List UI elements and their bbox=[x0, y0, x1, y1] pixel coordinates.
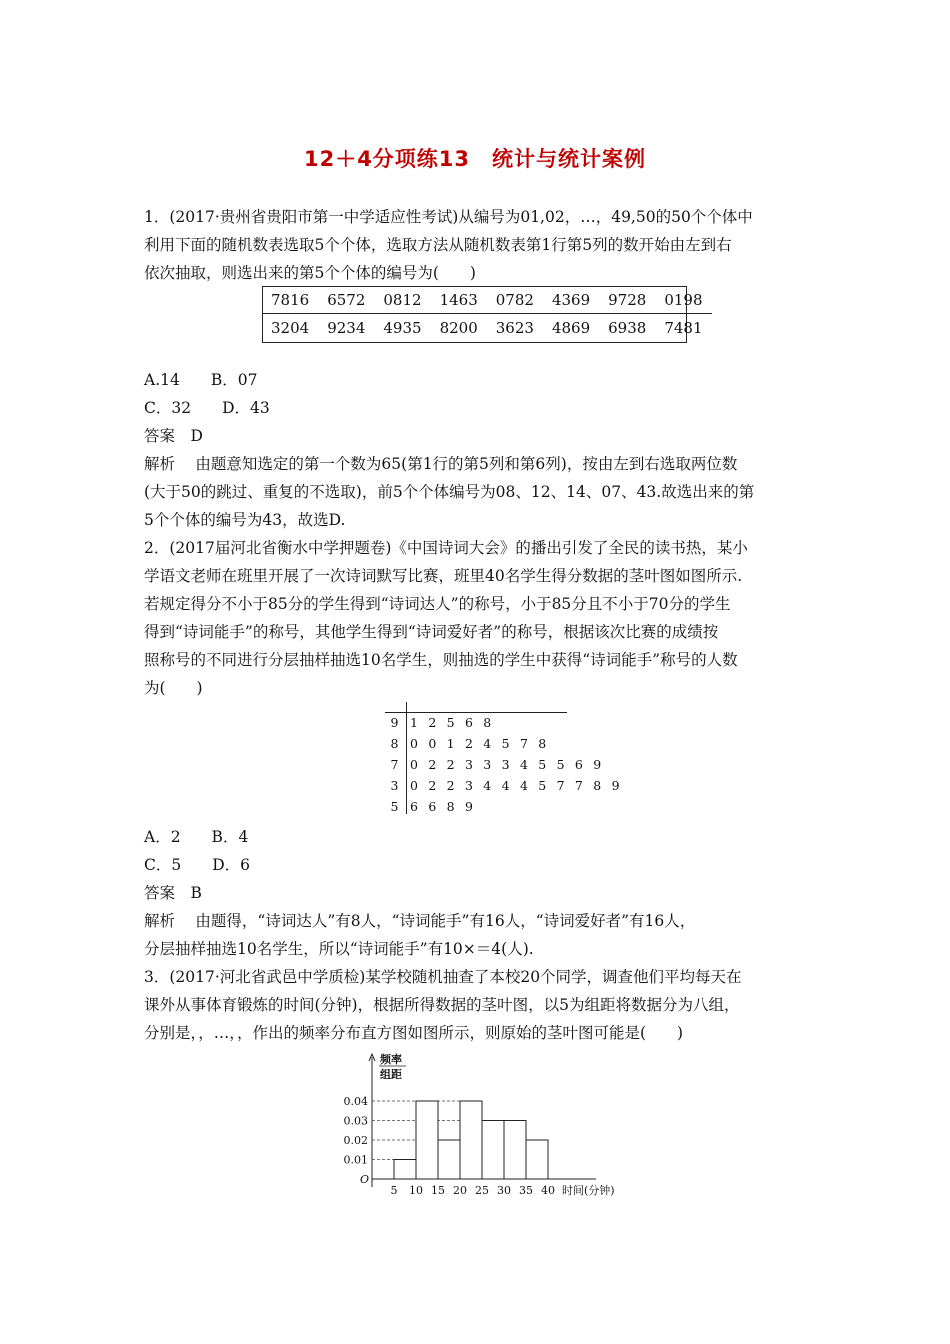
stem-value: 9 bbox=[390, 715, 399, 730]
x-tick-label: 20 bbox=[453, 1184, 467, 1197]
stem-value: 8 bbox=[390, 736, 399, 751]
table-cell: 3623 bbox=[495, 318, 534, 337]
stem-value: 3 bbox=[390, 778, 399, 793]
histogram-bar bbox=[394, 1160, 416, 1180]
table-cell: 6938 bbox=[608, 318, 647, 337]
stem-value: 7 bbox=[390, 757, 399, 772]
table-row bbox=[262, 286, 712, 314]
q1-line-2: 利用下面的随机数表选取5个个体，选取方法从随机数表第1行第5列的数开始由左到右 bbox=[144, 236, 732, 254]
stem-leaf-row bbox=[385, 775, 623, 796]
table-cell: 8200 bbox=[439, 318, 478, 337]
y-axis-label-top: 频率 bbox=[380, 1053, 402, 1066]
q2-analysis-2: 分层抽样抽选10名学生，所以“诗词能手”有10×＝4(人). bbox=[144, 940, 534, 958]
x-tick-label: 40 bbox=[541, 1184, 555, 1197]
q2-answer: 答案 B bbox=[144, 884, 202, 902]
y-tick-label: 0.02 bbox=[343, 1134, 368, 1147]
x-tick-label: 30 bbox=[497, 1184, 511, 1197]
stem-leaf-row bbox=[385, 796, 623, 817]
q3-line-1: 3．(2017·河北省武邑中学质检)某学校随机抽查了本校20个同学，调查他们平均每天在 bbox=[144, 968, 742, 986]
q2-line-6: 为( ) bbox=[144, 679, 203, 697]
q1-line-1: 1．(2017·贵州省贵阳市第一中学适应性考试)从编号为01,02，…，49,50的50个个体中 bbox=[144, 208, 753, 226]
stem-value: 5 bbox=[390, 799, 399, 814]
q2-line-5: 照称号的不同进行分层抽样抽选10名学生，则抽选的学生中获得“诗词能手”称号的人数 bbox=[144, 651, 738, 669]
histogram-bar bbox=[482, 1121, 504, 1180]
q1-analysis-1: 解析 由题意知选定的第一个数为65(第1行的第5列和第6列)，按由左到右选取两位数 bbox=[144, 455, 738, 473]
x-tick-label: 5 bbox=[390, 1184, 398, 1197]
q1-analysis-2: (大于50的跳过、重复的不选取)，前5个个体编号为08、12、14、07、43.故选出来的第 bbox=[144, 483, 755, 501]
table-cell: 4869 bbox=[551, 318, 591, 337]
q3-line-2: 课外从事体育锻炼的时间(分钟)，根据所得数据的茎叶图，以5为组距将数据分为八组， bbox=[144, 996, 740, 1014]
x-tick-label: 15 bbox=[431, 1184, 445, 1197]
table-cell: 1463 bbox=[431, 286, 487, 314]
table-cell: 0198 bbox=[655, 286, 711, 314]
y-tick-label: 0.01 bbox=[343, 1153, 368, 1167]
x-axis-label: 时间(分钟) bbox=[562, 1184, 615, 1197]
table-cell: 9728 bbox=[599, 286, 655, 314]
y-tick-label: 0.04 bbox=[343, 1095, 368, 1108]
q2-line-2: 学语文老师在班里开展了一次诗词默写比赛，班里40名学生得分数据的茎叶图如图所示. bbox=[144, 567, 743, 585]
x-tick-label: 10 bbox=[409, 1184, 423, 1197]
leaf-values: 6 6 8 9 bbox=[410, 799, 477, 814]
histogram-bars bbox=[394, 1101, 548, 1179]
q2-line-4: 得到“诗词能手”的称号，其他学生得到“诗词爱好者”的称号，根据该次比赛的成绩按 bbox=[144, 623, 719, 641]
y-axis-label-bottom: 组距 bbox=[380, 1068, 402, 1081]
table-cell: 7816 bbox=[262, 286, 318, 314]
q1-options-cd: C．32 D．43 bbox=[144, 399, 270, 417]
leaf-values: 0 2 2 3 4 4 4 5 7 7 8 9 bbox=[410, 778, 623, 793]
q1-line-3: 依次抽取，则选出来的第5个个体的编号为( ) bbox=[144, 264, 476, 282]
q3-line-3: 分别是，，…，，作出的频率分布直方图如图所示，则原始的茎叶图可能是( ) bbox=[144, 1024, 684, 1042]
histogram-bar bbox=[504, 1121, 526, 1180]
random-number-table bbox=[262, 286, 712, 341]
q1-analysis-3: 5个个体的编号为43，故选D. bbox=[144, 511, 346, 529]
q2-options-cd: C．5 D．6 bbox=[144, 856, 251, 874]
histogram-bar bbox=[438, 1140, 460, 1179]
origin-label: O bbox=[360, 1173, 370, 1186]
table-cell: 9234 bbox=[327, 318, 366, 337]
q1-options-ab: A.14 B．07 bbox=[144, 371, 258, 389]
x-tick-label: 35 bbox=[519, 1184, 533, 1197]
x-tick-label: 25 bbox=[475, 1184, 489, 1197]
table-cell: 4935 bbox=[383, 318, 422, 337]
table-row bbox=[262, 314, 712, 342]
table-cell: 6572 bbox=[318, 286, 374, 314]
stem-leaf-plot bbox=[385, 712, 623, 817]
q2-analysis-1: 解析 由题得，“诗词达人”有8人，“诗词能手”有16人，“诗词爱好者”有16人， bbox=[144, 912, 696, 930]
leaf-values: 1 2 5 6 8 bbox=[410, 715, 495, 730]
frequency-histogram bbox=[340, 1049, 630, 1199]
table-cell: 4369 bbox=[543, 286, 599, 314]
stem-leaf-row bbox=[385, 733, 623, 754]
table-cell: 0782 bbox=[487, 286, 543, 314]
leaf-values: 0 2 2 3 3 3 4 5 5 6 9 bbox=[410, 757, 605, 772]
histogram-bar bbox=[416, 1101, 438, 1179]
q1-answer: 答案 D bbox=[144, 427, 203, 445]
stem-leaf-row bbox=[385, 754, 623, 775]
q2-line-1: 2．(2017届河北省衡水中学押题卷)《中国诗词大会》的播出引发了全民的读书热，某小 bbox=[144, 539, 748, 557]
histogram-bar bbox=[460, 1101, 482, 1179]
stem-leaf-row bbox=[385, 712, 623, 733]
histogram-bar bbox=[526, 1140, 548, 1179]
y-tick-label: 0.03 bbox=[343, 1114, 368, 1128]
table-cell: 0812 bbox=[374, 286, 430, 314]
table-cell: 3204 bbox=[271, 318, 310, 337]
q2-line-3: 若规定得分不小于85分的学生得到“诗词达人”的称号，小于85分且不小于70分的学生 bbox=[144, 595, 731, 613]
table-cell: 7481 bbox=[664, 318, 703, 337]
page-title: 12＋4分项练13 统计与统计案例 bbox=[303, 147, 647, 171]
leaf-values: 0 0 1 2 4 5 7 8 bbox=[410, 736, 550, 751]
q2-options-ab: A．2 B．4 bbox=[144, 828, 249, 846]
